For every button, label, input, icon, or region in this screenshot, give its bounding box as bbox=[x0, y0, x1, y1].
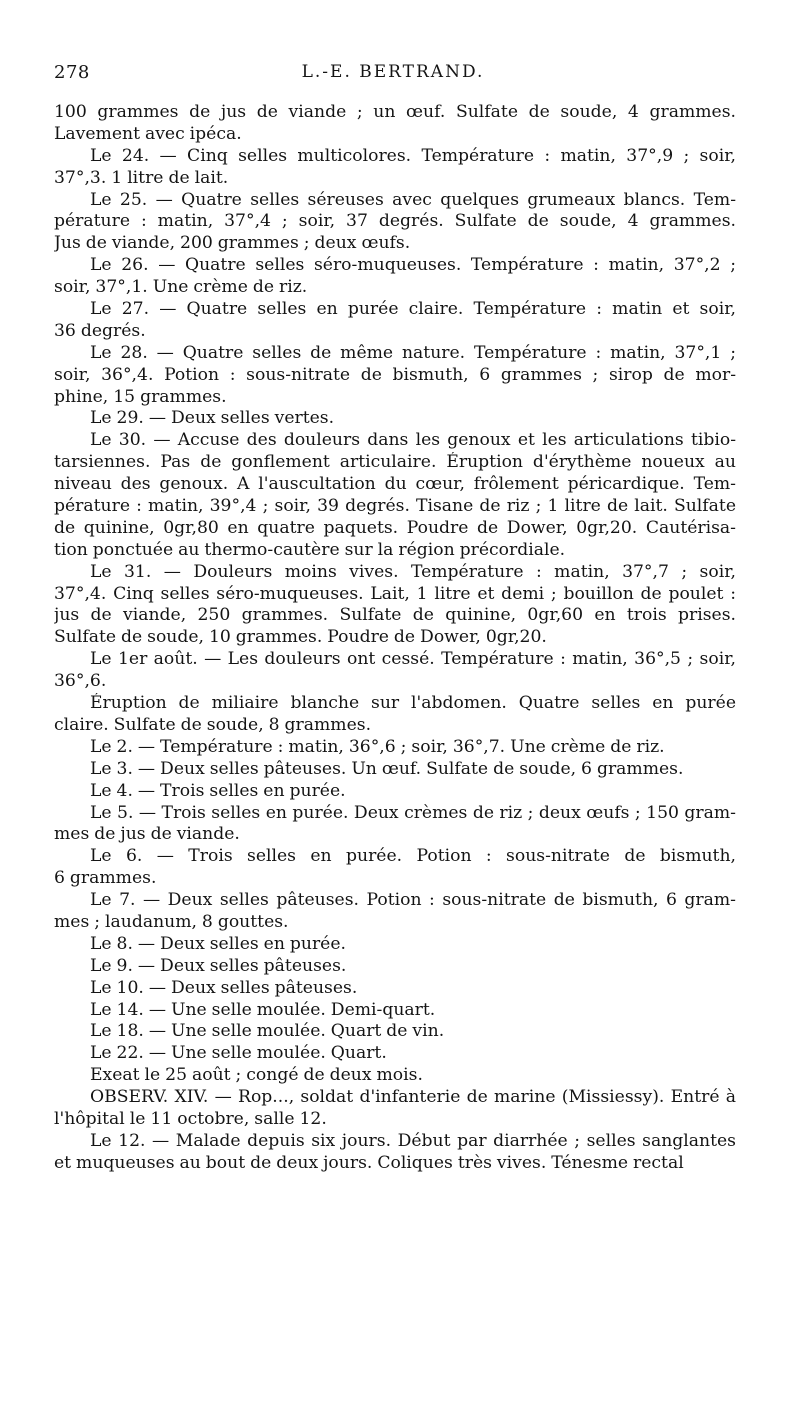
text-line: 100 grammes de jus de viande ; un œuf. Sulfate de soude, 4 grammes. bbox=[54, 102, 736, 122]
text-line: Éruption de miliaire blanche sur l'abdomen. Quatre selles en purée bbox=[90, 693, 736, 714]
text-line: 6 grammes. bbox=[54, 868, 157, 889]
text-line: Lavement avec ipéca. bbox=[54, 123, 242, 144]
text-line: Le 25. — Quatre selles séreuses avec quelques grumeaux blancs. Tem- bbox=[90, 189, 736, 210]
text-line: Le 18. — Une selle moulée. Quart de vin. bbox=[90, 1021, 445, 1042]
text-line: pérature : matin, 39°,4 ; soir, 39 degrés. Tisane de riz ; 1 litre de lait. Sulfate bbox=[54, 496, 736, 517]
text-line: Le 6. — Trois selles en purée. Potion : sous-nitrate de bismuth, bbox=[90, 846, 736, 867]
text-line: 37°,3. 1 litre de lait. bbox=[54, 167, 229, 188]
text-line: Le 27. — Quatre selles en purée claire. Température : matin et soir, bbox=[90, 299, 736, 320]
text-line: Le 12. — Malade depuis six jours. Début par diarrhée ; selles sanglantes bbox=[90, 1130, 736, 1151]
text-line: Le 5. — Trois selles en purée. Deux crèmes de riz ; deux œufs ; 150 gram- bbox=[90, 802, 736, 823]
text-line: Le 3. — Deux selles pâteuses. Un œuf. Sulfate de soude, 6 grammes. bbox=[90, 758, 684, 779]
text-line: tion ponctuée au thermo-cautère sur la région précordiale. bbox=[54, 539, 566, 560]
text-line: Le 8. — Deux selles en purée. bbox=[90, 933, 346, 954]
text-line: tarsiennes. Pas de gonflement articulaire. Éruption d'érythème noueux au bbox=[54, 452, 736, 473]
text-line: de quinine, 0gr,80 en quatre paquets. Poudre de Dower, 0gr,20. Cautérisa- bbox=[54, 517, 736, 538]
text-line: Le 26. — Quatre selles séro-muqueuses. Température : matin, 37°,2 ; bbox=[90, 255, 736, 276]
text-line: Sulfate de soude, 10 grammes. Poudre de Dower, 0gr,20. bbox=[54, 627, 547, 648]
text-line: Le 28. — Quatre selles de même nature. Température : matin, 37°,1 ; bbox=[90, 342, 736, 363]
text-line: mes de jus de viande. bbox=[54, 824, 240, 845]
text-line: Le 2. — Température : matin, 36°,6 ; soir, 36°,7. Une crème de riz. bbox=[90, 736, 665, 757]
text-line: 36°,6. bbox=[54, 671, 107, 692]
running-head-author: L.-E. BERTRAND. bbox=[301, 62, 485, 82]
page-number: 278 bbox=[54, 62, 90, 83]
text-line: Le 31. — Douleurs moins vives. Température : matin, 37°,7 ; soir, bbox=[90, 561, 736, 582]
text-line: Jus de viande, 200 grammes ; deux œufs. bbox=[54, 233, 411, 254]
text-line: pérature : matin, 37°,4 ; soir, 37 degrés. Sulfate de soude, 4 grammes. bbox=[54, 211, 736, 232]
text-line: Le 14. — Une selle moulée. Demi-quart. bbox=[90, 999, 436, 1020]
text-line: Exeat le 25 août ; congé de deux mois. bbox=[90, 1065, 423, 1086]
text-line: Le 24. — Cinq selles multicolores. Température : matin, 37°,9 ; soir, bbox=[90, 145, 736, 166]
text-line: Le 30. — Accuse des douleurs dans les genoux et les articulations tibio- bbox=[90, 430, 736, 451]
text-line: Le 4. — Trois selles en purée. bbox=[90, 780, 346, 801]
text-line: claire. Sulfate de soude, 8 grammes. bbox=[54, 714, 372, 735]
text-line: Le 9. — Deux selles pâteuses. bbox=[90, 955, 347, 976]
text-line: Le 10. — Deux selles pâteuses. bbox=[90, 977, 358, 998]
body-text bbox=[54, 102, 736, 1175]
text-line: Le 29. — Deux selles vertes. bbox=[90, 408, 335, 429]
text-line: 36 degrés. bbox=[54, 320, 146, 341]
text-line: Le 1er août. — Les douleurs ont cessé. Température : matin, 36°,5 ; soir, bbox=[90, 649, 736, 670]
text-line: soir, 36°,4. Potion : sous-nitrate de bismuth, 6 grammes ; sirop de mor- bbox=[54, 364, 736, 385]
text-line: et muqueuses au bout de deux jours. Coliques très vives. Ténesme rectal bbox=[54, 1152, 684, 1173]
text-line: mes ; laudanum, 8 gouttes. bbox=[54, 911, 289, 932]
text-line: phine, 15 grammes. bbox=[54, 386, 227, 407]
text-line: Le 22. — Une selle moulée. Quart. bbox=[90, 1043, 387, 1064]
text-line: niveau des genoux. A l'auscultation du cœur, frôlement péricardique. Tem- bbox=[54, 474, 736, 495]
text-line: Le 7. — Deux selles pâteuses. Potion : sous-nitrate de bismuth, 6 gram- bbox=[90, 890, 736, 911]
text-line: jus de viande, 250 grammes. Sulfate de quinine, 0gr,60 en trois prises. bbox=[54, 605, 736, 626]
text-line: l'hôpital le 11 octobre, salle 12. bbox=[54, 1108, 327, 1129]
running-head bbox=[54, 62, 732, 88]
text-line: OBSERV. XIV. — Rop..., soldat d'infanterie de marine (Missiessy). Entré à bbox=[90, 1087, 736, 1108]
text-line: 37°,4. Cinq selles séro-muqueuses. Lait, 1 litre et demi ; bouillon de poulet : bbox=[54, 583, 736, 604]
text-line: soir, 37°,1. Une crème de riz. bbox=[54, 277, 308, 298]
